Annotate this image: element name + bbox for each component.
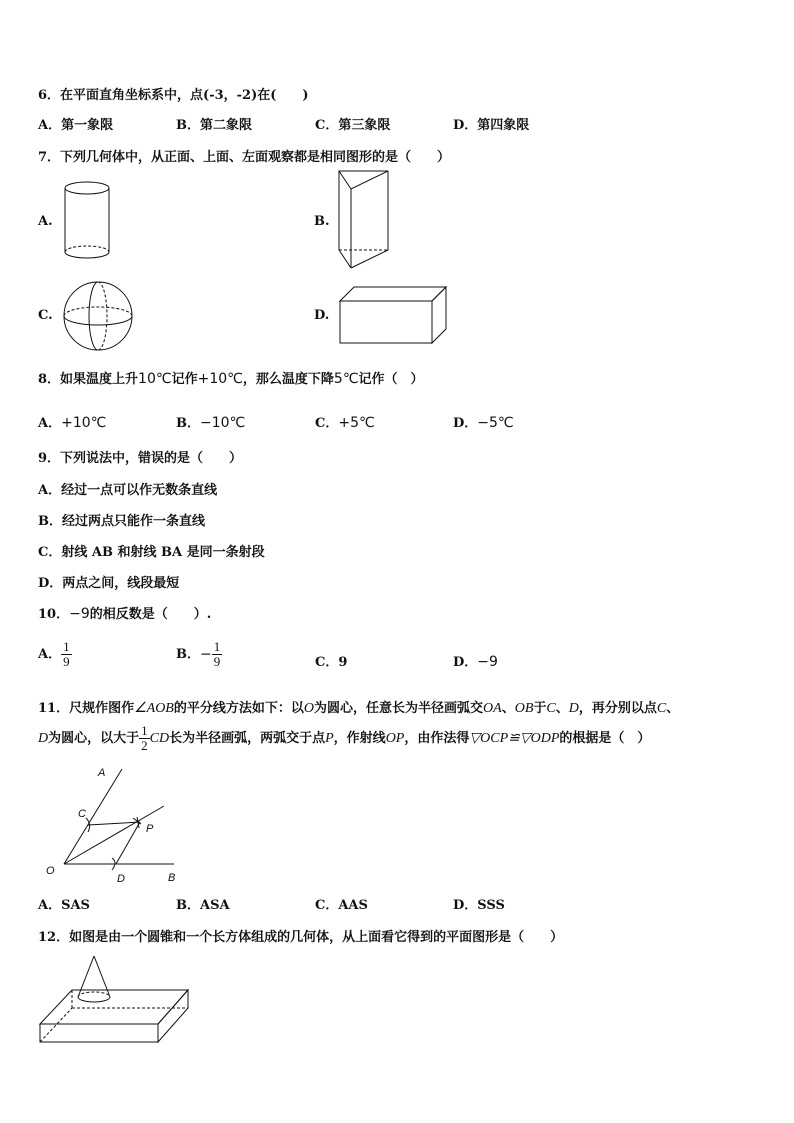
q9-option-b[interactable]: B．经过两点只能作一条直线 [38,514,205,529]
question-9-stem: 9．下列说法中，错误的是（ ） [38,451,243,466]
q7-option-c-label[interactable]: C. [38,308,53,323]
q10-option-a[interactable]: A． $\frac{1}{9}$ [38,639,70,669]
cylinder-icon [60,180,120,262]
question-8-stem: 8．如果温度上升10℃记作+10℃，那么温度下降5℃记作（ ） [38,371,424,387]
q10-option-c[interactable]: C．9 [315,655,348,670]
q11-option-b[interactable]: B．ASA [176,898,230,913]
question-10-stem: 10．−9的相反数是（ ）. [38,606,212,622]
q11-option-c[interactable]: C．AAS [315,898,368,913]
q11-option-a[interactable]: A．SAS [38,898,90,913]
point-o-label: O [46,865,55,877]
question-11-stem-line1: 11．尺规作图作∠AOB的平分线方法如下：以O为圆心，任意长为半径画弧交OA、OB于C、D，再分别以点C、 [38,701,680,716]
q7-option-a-label[interactable]: A. [38,214,53,229]
q8-option-c[interactable]: C．+5℃ [315,415,375,431]
cuboid-icon [338,285,450,347]
sphere-icon [62,280,138,356]
q6-option-d[interactable]: D．第四象限 [453,118,530,133]
q6-option-a[interactable]: A．第一象限 [38,118,114,133]
q8-option-a[interactable]: A．+10℃ [38,415,107,431]
q8-option-b[interactable]: B．−10℃ [176,415,246,431]
point-c-label: C [78,808,86,820]
q10-option-b[interactable]: B．− $\frac{1}{9}$ [176,639,221,669]
q9-option-a[interactable]: A．经过一点可以作无数条直线 [38,483,218,498]
point-d-label: D [117,873,125,885]
q6-option-c[interactable]: C．第三象限 [315,118,391,133]
q9-option-c[interactable]: C．射线 AB 和射线 BA 是同一条射段 [38,545,265,560]
point-b-label: B [168,872,176,884]
q7-option-b-label[interactable]: B. [314,214,330,229]
q6-option-b[interactable]: B．第二象限 [176,118,252,133]
fraction-half: $\frac{1}{2}$ [141,723,148,753]
question-7-stem: 7．下列几何体中，从正面、上面、左面观察都是相同图形的是（ ） [38,150,451,165]
q11-option-d[interactable]: D．SSS [453,898,505,913]
q9-option-d[interactable]: D．两点之间，线段最短 [38,576,180,591]
q7-option-d-label[interactable]: D. [314,308,330,323]
triangular-prism-icon [336,168,396,274]
angle-bisector-figure [40,762,190,886]
q8-option-d[interactable]: D．−5℃ [453,415,514,431]
q10-option-d[interactable]: D．−9 [453,654,498,670]
point-a-label: A [98,767,106,779]
question-12-stem: 12．如图是由一个圆锥和一个长方体组成的几何体，从上面看它得到的平面图形是（ ） [38,930,564,945]
question-11-stem-line2: D为圆心，以大于 $\frac{1}{2}$ CD长为半径画弧，两弧交于点P，作射线OP，由作法得▽OCP≌▽ODP的根据是（ ） [38,723,651,753]
point-p-label: P [146,823,154,835]
cone-on-cuboid-figure [38,954,192,1046]
question-6-stem: 6．在平面直角坐标系中，点(-3，-2)在( ) [38,88,309,103]
fraction: $\frac{1}{9}$ [63,639,70,669]
fraction: $\frac{1}{9}$ [213,639,221,669]
